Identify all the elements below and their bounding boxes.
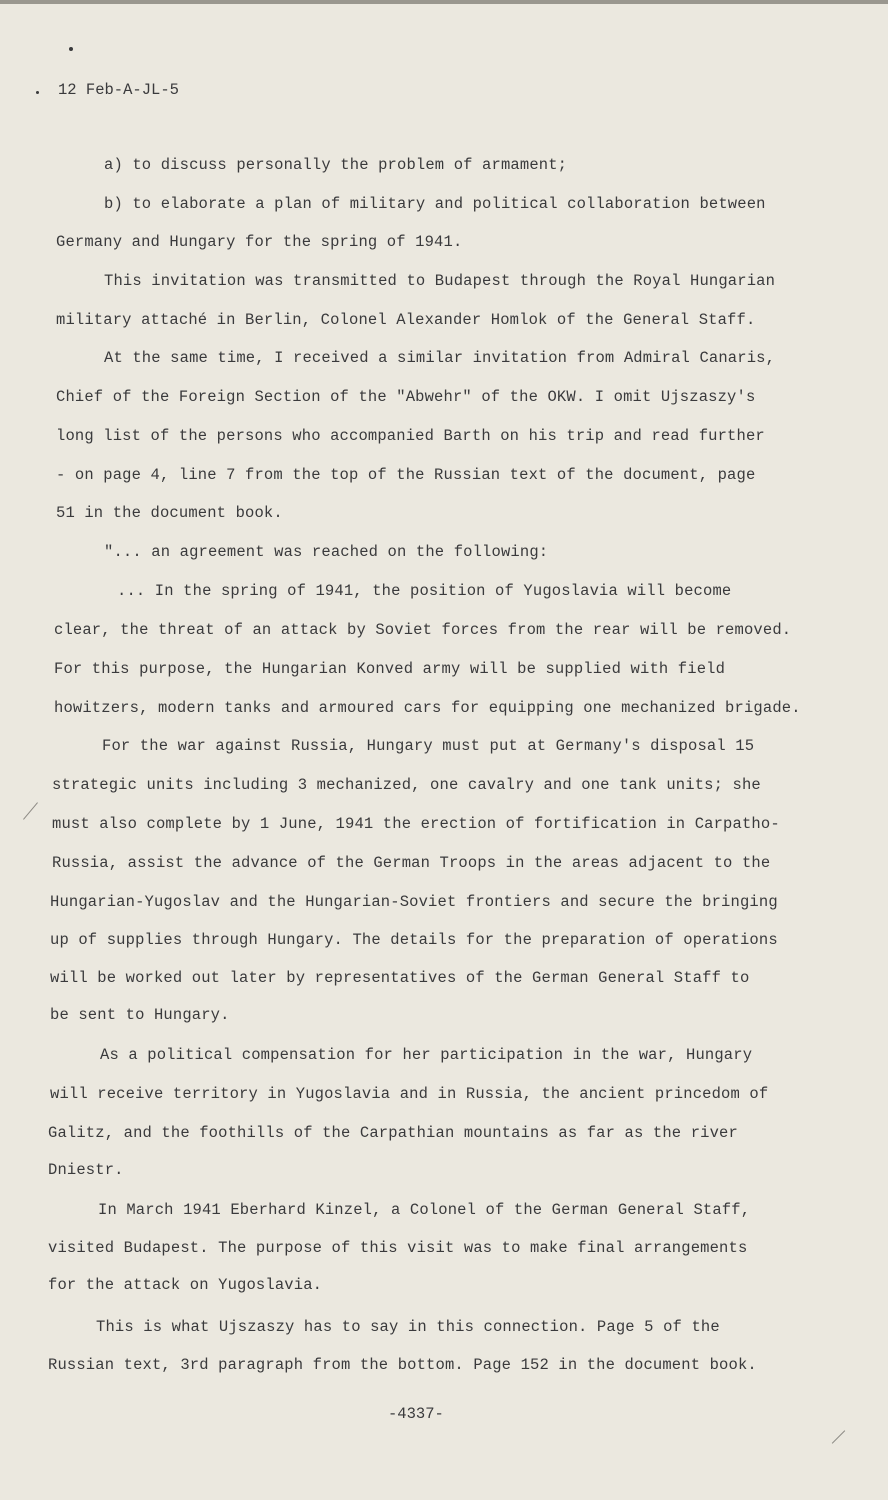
text-line: This invitation was transmitted to Budapest through the Royal Hungarian — [104, 272, 776, 290]
text-line: Galitz, and the foothills of the Carpathian mountains as far as the river — [48, 1124, 738, 1142]
page-number: -4337- — [388, 1405, 444, 1423]
text-line: In March 1941 Eberhard Kinzel, a Colonel of the German General Staff, — [98, 1201, 751, 1219]
text-line: military attaché in Berlin, Colonel Alexander Homlok of the General Staff. — [56, 311, 756, 329]
margin-pencil-mark — [23, 802, 38, 819]
text-line: Russian text, 3rd paragraph from the bottom. Page 152 in the document book. — [48, 1356, 757, 1374]
text-line: for the attack on Yugoslavia. — [48, 1276, 323, 1294]
text-line: 51 in the document book. — [56, 504, 283, 522]
text-line: Chief of the Foreign Section of the "Abwehr" of the OKW. I omit Ujszaszy's — [56, 388, 756, 406]
text-line: clear, the threat of an attack by Soviet forces from the rear will be removed. — [54, 621, 792, 639]
margin-pencil-mark — [832, 1430, 845, 1443]
text-line: b) to elaborate a plan of military and political collaboration between — [104, 195, 766, 213]
text-line: a) to discuss personally the problem of armament; — [104, 156, 568, 174]
text-line: For this purpose, the Hungarian Konved army will be supplied with field — [54, 660, 726, 678]
text-line: - on page 4, line 7 from the top of the Russian text of the document, page — [56, 466, 756, 484]
text-line: As a political compensation for her participation in the war, Hungary — [100, 1046, 753, 1064]
document-reference: 12 Feb-A-JL-5 — [58, 81, 179, 99]
text-line: Russia, assist the advance of the German Troops in the areas adjacent to the — [52, 854, 771, 872]
text-line: be sent to Hungary. — [50, 1006, 230, 1024]
text-line: visited Budapest. The purpose of this visit was to make final arrangements — [48, 1239, 748, 1257]
margin-dot — [69, 47, 73, 51]
text-line: Hungarian-Yugoslav and the Hungarian-Soviet frontiers and secure the bringing — [50, 893, 778, 911]
text-line: will be worked out later by representatives of the German General Staff to — [50, 969, 750, 987]
text-line: Dniestr. — [48, 1161, 124, 1179]
text-line: Germany and Hungary for the spring of 1941. — [56, 233, 463, 251]
text-line: For the war against Russia, Hungary must put at Germany's disposal 15 — [102, 737, 755, 755]
text-line: "... an agreement was reached on the following: — [104, 543, 549, 561]
text-line: At the same time, I received a similar invitation from Admiral Canaris, — [104, 349, 776, 367]
text-line: howitzers, modern tanks and armoured cars for equipping one mechanized brigade. — [54, 699, 801, 717]
margin-dot — [36, 91, 39, 94]
text-line: ... In the spring of 1941, the position of Yugoslavia will become — [117, 582, 732, 600]
text-line: will receive territory in Yugoslavia and in Russia, the ancient princedom of — [50, 1085, 769, 1103]
text-line: strategic units including 3 mechanized, one cavalry and one tank units; she — [52, 776, 761, 794]
text-line: This is what Ujszaszy has to say in this connection. Page 5 of the — [96, 1318, 720, 1336]
text-line: long list of the persons who accompanied Barth on his trip and read further — [56, 427, 765, 445]
top-border — [0, 0, 888, 4]
text-line: up of supplies through Hungary. The details for the preparation of operations — [50, 931, 778, 949]
text-line: must also complete by 1 June, 1941 the erection of fortification in Carpatho- — [52, 815, 780, 833]
